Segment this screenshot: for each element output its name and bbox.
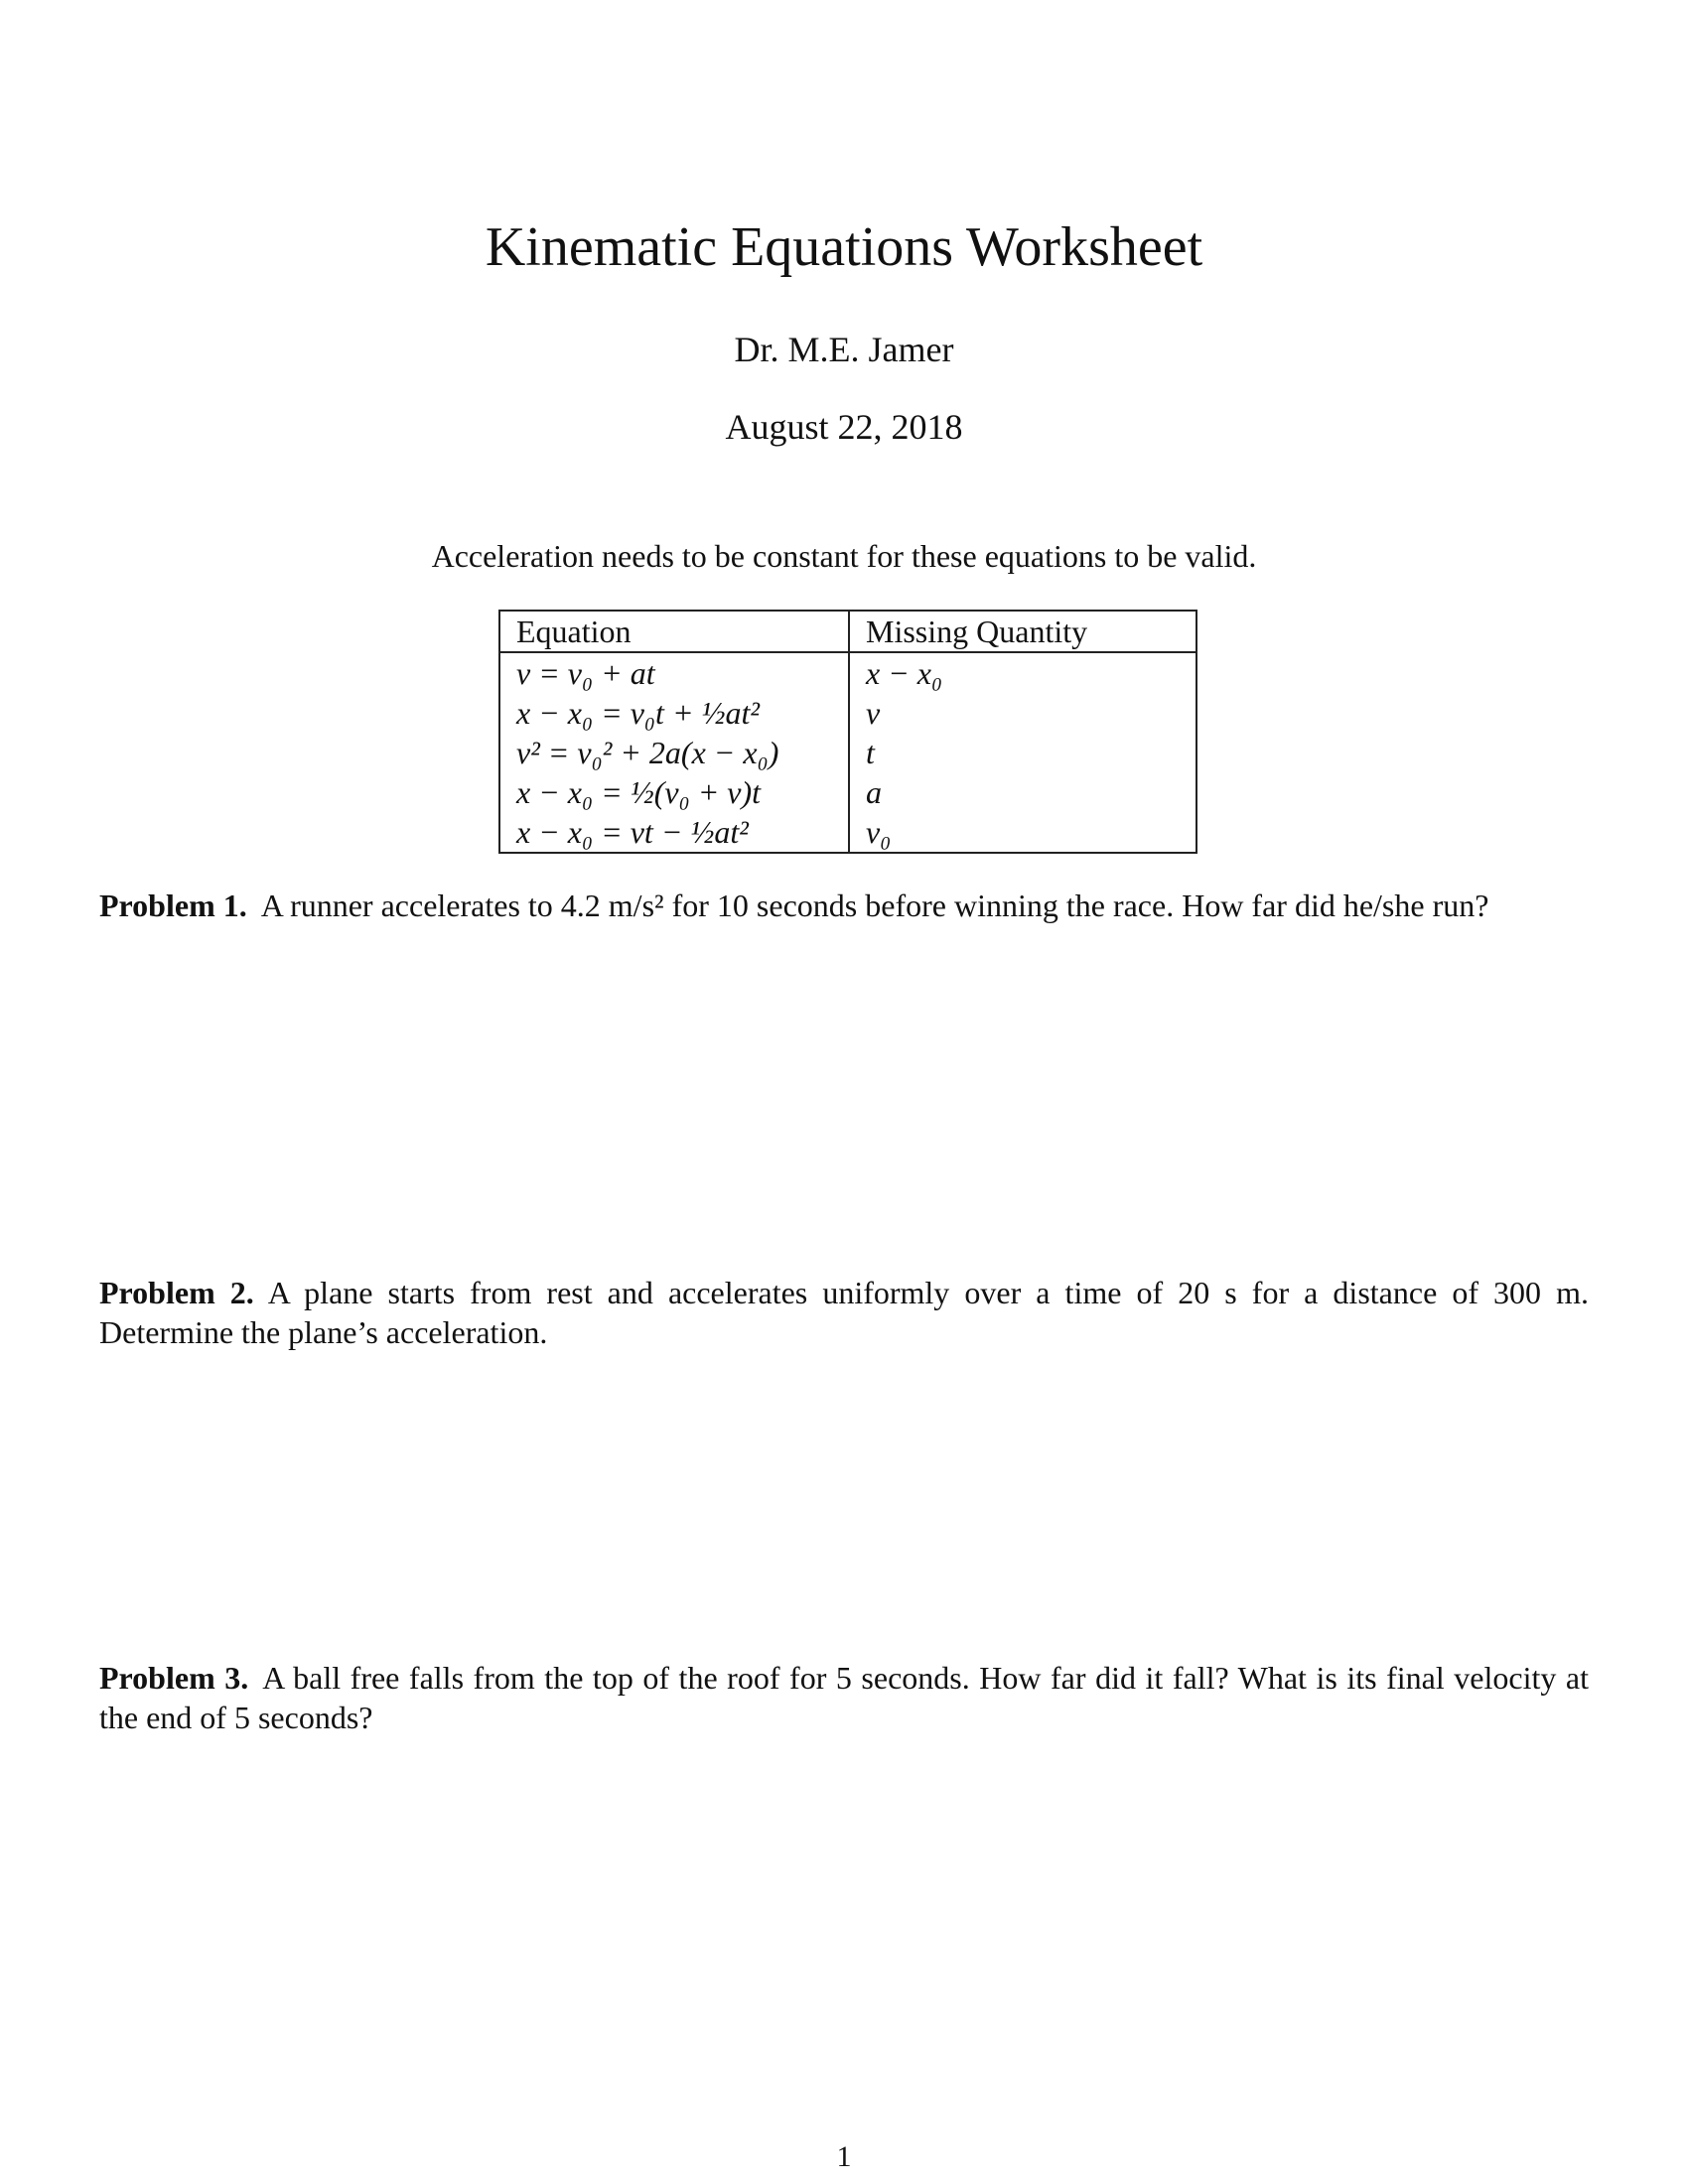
- table-row: [499, 772, 1196, 812]
- table-row: [499, 652, 1196, 693]
- problem-3: [99, 1658, 1589, 1737]
- problem-1-text: A runner accelerates to 4.2 m/s² for 10 seconds before winning the race. How far did he/she run?: [260, 887, 1489, 923]
- document-title: Kinematic Equations Worksheet: [485, 216, 1203, 278]
- problem-1: [99, 886, 1589, 925]
- missing-quantity-cell: v: [849, 693, 1196, 733]
- equation-cell: x − x₀ = ½(v₀ + v)t: [499, 772, 849, 812]
- page-number: 1: [836, 2140, 852, 2173]
- document-date: August 22, 2018: [725, 407, 963, 447]
- equation-cell: x − x₀ = vt − ½at²: [499, 812, 849, 853]
- problem-2: [99, 1273, 1589, 1352]
- table-row: [499, 812, 1196, 853]
- missing-quantity-cell: a: [849, 772, 1196, 812]
- equation-cell: x − x₀ = v₀t + ½at²: [499, 693, 849, 733]
- table-header-row: [499, 611, 1196, 652]
- kinematic-equations-table: [498, 610, 1197, 854]
- document-author: Dr. M.E. Jamer: [734, 330, 954, 369]
- table-row: [499, 733, 1196, 772]
- table-row: [499, 693, 1196, 733]
- equation-cell: v² = v₀² + 2a(x − x₀): [499, 733, 849, 772]
- missing-quantity-cell: t: [849, 733, 1196, 772]
- intro-note: Acceleration needs to be constant for these equations to be valid.: [431, 538, 1257, 574]
- problem-3-label: Problem 3.: [99, 1660, 249, 1696]
- problem-2-text: A plane starts from rest and accelerates uniformly over a time of 20 s for a distance of 300 m. Determine the plane’s acceleration.: [99, 1275, 1590, 1350]
- missing-quantity-cell: v₀: [849, 812, 1196, 853]
- equation-cell: v = v₀ + at: [499, 652, 849, 693]
- problem-1-label: Problem 1.: [99, 887, 247, 923]
- equation-column-header: Equation: [499, 611, 849, 652]
- missing-quantity-column-header: Missing Quantity: [849, 611, 1196, 652]
- problem-2-label: Problem 2.: [99, 1275, 254, 1310]
- missing-quantity-cell: x − x₀: [849, 652, 1196, 693]
- problem-3-text: A ball free falls from the top of the roof for 5 seconds. How far did it fall? What is its final velocity at the end of 5 seconds?: [99, 1660, 1590, 1735]
